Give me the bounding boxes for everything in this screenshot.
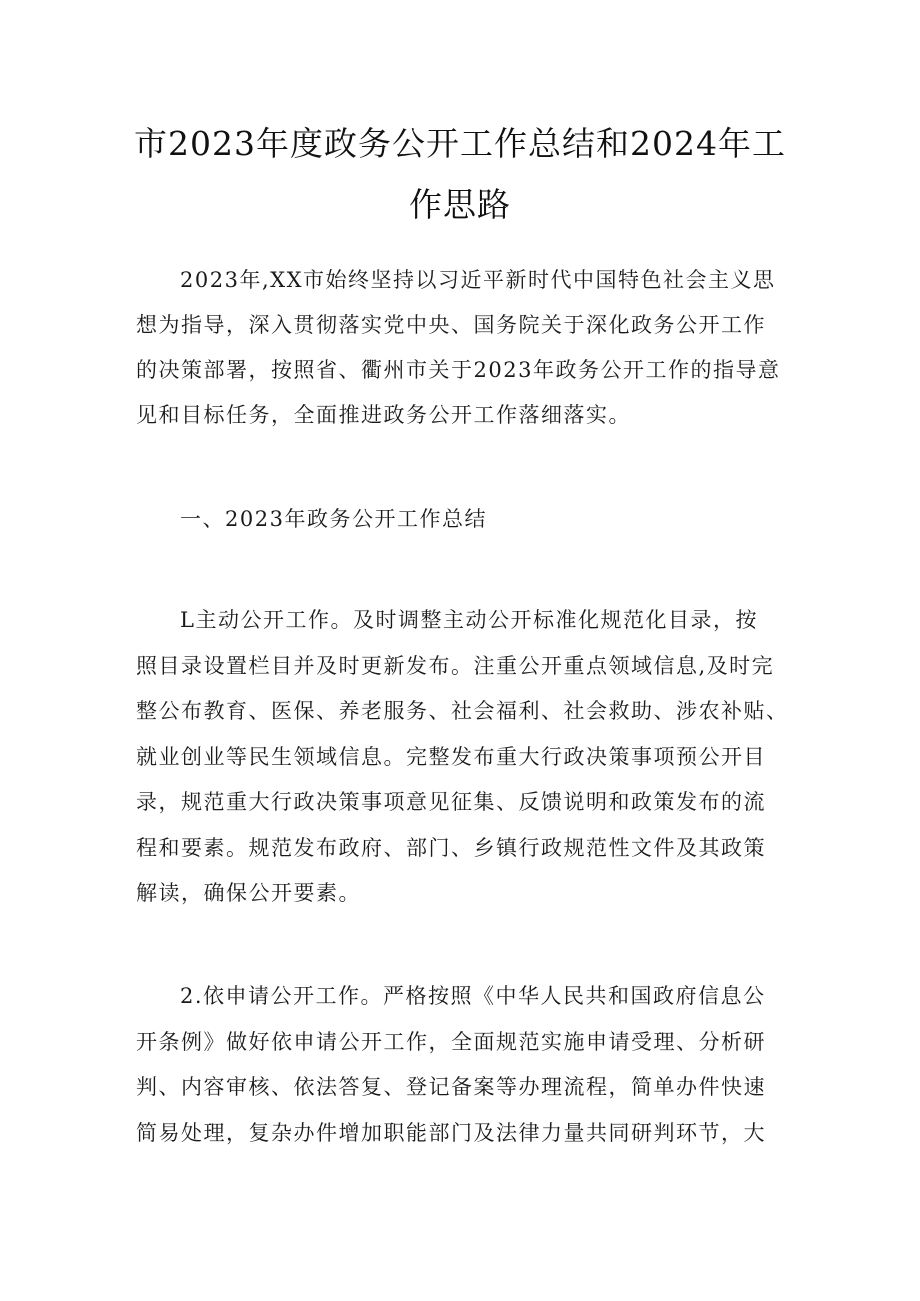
intro-paragraph-line: 的决策部署，按照省、衢州市关于2023年政务公开工作的指导意 (136, 358, 781, 382)
intro-paragraph-line: 见和目标任务，全面推进政务公开工作落细落实。 (136, 403, 631, 427)
proactive-disclosure-line: 录，规范重大行政决策事项意见征集、反馈说明和政策发布的流 (136, 790, 766, 814)
request-disclosure-line: 简易处理，复杂办件增加职能部门及法律力量共同研判环节，大 (136, 1121, 766, 1145)
proactive-disclosure-line: 程和要素。规范发布政府、部门、乡镇行政规范性文件及其政策 (136, 836, 766, 860)
request-disclosure-line: 2.依申请公开工作。严格按照《中华人民共和国政府信息公 (180, 984, 766, 1008)
proactive-disclosure-line: L主动公开工作。及时调整主动公开标准化规范化目录，按 (180, 608, 758, 632)
proactive-disclosure-line: 照目录设置栏目并及时更新发布。注重公开重点领域信息,及时完 (136, 654, 775, 678)
proactive-disclosure-line: 整公布教育、医保、养老服务、社会福利、社会救助、涉农补贴、 (136, 699, 789, 723)
intro-paragraph-line: 2023年,XX市始终坚持以习近平新时代中国特色社会主义思 (180, 268, 776, 292)
proactive-disclosure-line: 解读，确保公开要素。 (136, 881, 361, 905)
request-disclosure-line: 判、内容审核、依法答复、登记备案等办理流程，简单办件快速 (136, 1075, 766, 1099)
document-title-line-1: 市2023年度政务公开工作总结和2024年工 (134, 124, 786, 163)
proactive-disclosure-line: 就业创业等民生领域信息。完整发布重大行政决策事项预公开目 (136, 745, 766, 769)
request-disclosure-line: 开条例》做好依申请公开工作，全面规范实施申请受理、分析研 (136, 1030, 766, 1054)
intro-paragraph-line: 想为指导，深入贯彻落实党中央、国务院关于深化政务公开工作 (136, 313, 766, 337)
section-heading: 一、2023年政务公开工作总结 (180, 507, 487, 531)
document-title-line-2: 作思路 (409, 185, 511, 224)
